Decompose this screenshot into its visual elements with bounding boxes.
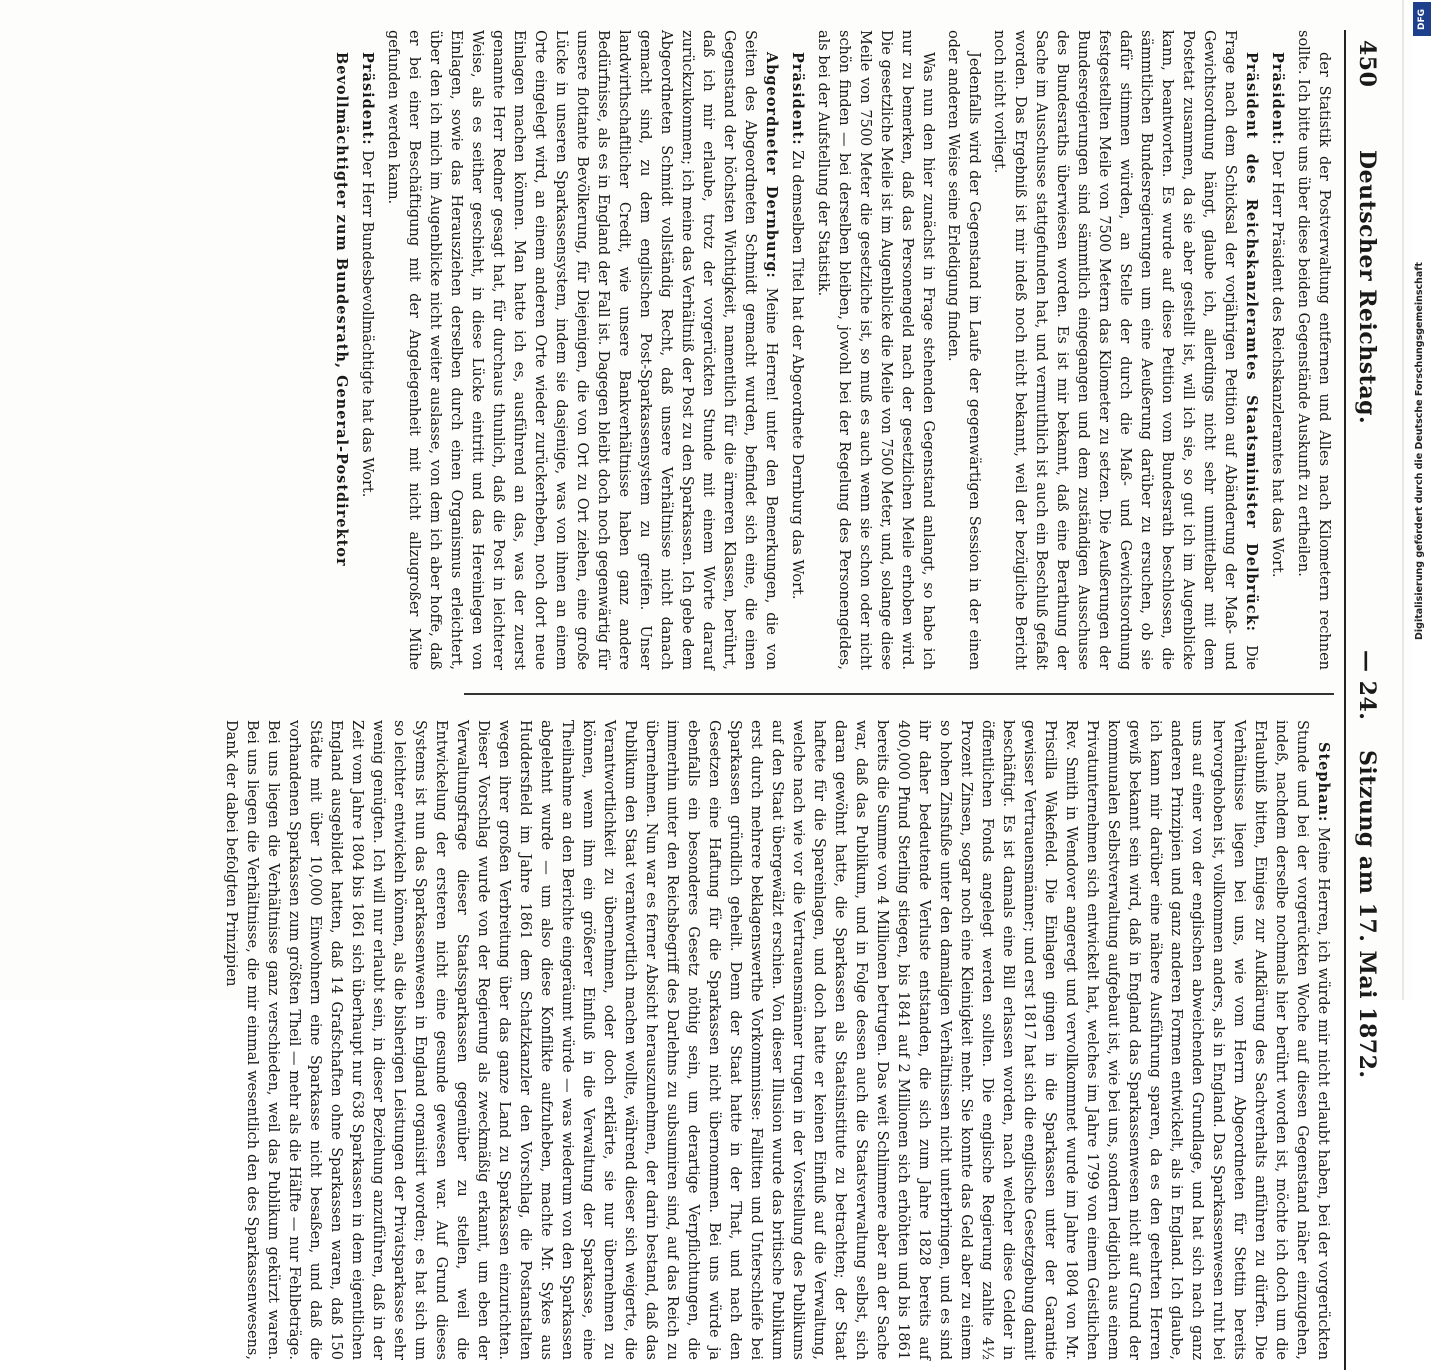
paragraph-text: Jedenfalls wird der Gegenstand im Laufe der gegenwärtigen Session in der einen oder anderen Weise seine Erledigung finden.	[945, 30, 982, 670]
column-divider	[464, 693, 1334, 695]
digitization-credit: Digitalisierung gefördert durch die Deutsche Forschungsgemeinschaft	[1414, 262, 1425, 640]
speaker-name: Abgeordneter Dernburg:	[763, 52, 780, 279]
header-session-number: — 24.	[1354, 650, 1380, 721]
paragraph	[220, 720, 1334, 1360]
paragraph	[812, 30, 938, 670]
header-left-title: Deutscher Reichstag.	[1354, 150, 1380, 425]
paragraph-text: Was nun den hier zunächst in Frage stehenden Gegenstand anlangt, so habe ich nur zu bemerken, daß das Personengeld nach der gesetzlichen Meile erhoben wird. Die gesetzliche Meile ist im Augenblicke die Meile von 7500 Meter, und, solange diese Meile von 7500 Meter die gesetzliche ist, so muß es auch wenn sie schon oder nicht schön finden — bei derselben bleiben, jowohl bei der Regelung des Personengeldes, als bei der Aufstellung der Statistik.	[815, 30, 936, 670]
speaker-name: Präsident:	[789, 52, 806, 146]
speaker-name: Stephan:	[1315, 742, 1332, 823]
paragraph	[382, 30, 782, 670]
dfg-logo: DFG	[1413, 2, 1431, 36]
paragraph	[786, 30, 808, 670]
paragraph	[1266, 30, 1288, 670]
paragraph-text: Die Frage nach dem Schicksal der vorjährigen Petition auf Abänderung der Maß- und Gewichtsordnung hängt, glaube ich, allerdings nicht sehr unmittelbar mit dem Postetat zusammen, da sie aber gestellt ist, will ich sie, so gut ich im Augenblicke kann, beantworten. Es wurde auf diese Petition vom Bundesrath beschlossen, die sämmtlichen Bundesregierungen um eine Aeußerung darüber zu ersuchen, ob sie dafür stimmen würden, an Stelle der durch die Maß- und Gewichtsordnung festgestellten Meile von 7500 Metern das Kilometer zu setzen. Die Aeußerungen der Bundesregierungen sind sämmtlich eingegangen und dem zuständigen Ausschusse des Bundesraths überwiesen worden. Es ist mir bekannt, daß eine Berathung der Sache im Ausschusse stattgefunden hat, und vermuthlich ist auch ein Beschluß gefaßt worden. Das Ergebniß ist mir indeß noch nicht bekannt, weil der bezügliche Bericht noch nicht vorliegt.	[991, 30, 1259, 670]
rotated-page-content	[46, 30, 1386, 1361]
paragraph	[942, 30, 984, 670]
header-rule	[1344, 30, 1346, 1370]
paragraph-text: Der Herr Bundesbevollmächtigte hat das Wort.	[359, 150, 375, 498]
speaker-name: Präsident des Reichskanzleramtes Staatsminister Delbrück:	[1243, 52, 1260, 633]
paragraph-text: Der Herr Präsident des Reichskanzleramtes hat das Wort.	[1269, 150, 1285, 578]
paragraph	[330, 30, 352, 670]
paragraph-text: Zu demselben Titel hat der Abgeordnete Dernburg das Wort.	[789, 150, 805, 600]
paragraph-text: Meine Herren, ich würde mir nicht erlaubt haben, bei der vorgerückten Stunde und bei der vorgerückten Woche auf diesen Gegenstand näher einzugehen, indeß, nachdem derselbe nochmals hier berührt worden ist, möchte ich doch um die Erlaubniß bitten, Einiges zur Aufklärung des Sachverhalts anführen zu dürfen. Die Verhältnisse liegen bei uns, wie vom Herrn Abgeordneten für Stettin bereits hervorgehoben ist, vollkommen anders, als in England. Das Sparkassenwesen ruht bei uns auf einer von der englischen abweichenden Grundlage, und hat sich nach ganz anderen Prinzipien und ganz anderen Formen entwickelt, als in England. Ich glaube, ich kann mir darüber eine nähere Ausführung sparen, da es den geehrten Herren gewiß bekannt sein wird, daß in England das Sparkassenwesen nicht auf Grund der kommunalen Selbstverwaltung aufgebaut ist, wie bei uns, sondern lediglich aus einem Privatunternehmen sich entwickelt hat, welches im Jahre 1799 von einem Geistlichen Rev. Smith in Wendover angeregt und vervollkommnet wurde im Jahre 1804 von Mr. Priscilla Wakefield. Die Einlagen gingen in die Sparkassen unter der Garantie gewisser Vertrauensmänner; und erst 1817 hat sich die englische Gesetzgebung damit beschäftigt. Es ist damals eine Bill erlassen worden, nach welcher diese Gelder in öffentlichen Fonds angelegt werden sollten. Die englische Regierung zahlte 4½ Prozent Zinsen, sogar noch eine Kleinigkeit mehr. Sie konnte das Geld aber zu einem so hohen Zinsfuße unter den damaligen Verhältnissen nicht unterbringen, und es sind ihr daher bedeutende Verluste entstanden, die sich zum Jahre 1828 bereits auf 400,000 Pfund Sterling stiegen, bis 1841 auf 2 Millionen sich erhöhten und bis 1861 bereits die Summe von 4 Millionen betrugen. Das weit Schlimmere aber an der Sache war, daß das Publikum, und in Folge dessen auch die Staatsverwaltung selbst, sich daran gewöhnt hatte, die Sparkassen als Staatsinstitute zu betrachten; der Staat haftete für die Spareinlagen, und doch hatte er keinen Einfluß auf die Verwaltung, welche nach wie vor die Vertrauensmänner trugen in der Vorstellung des Publikums auf den Staat übergewälzt erschien. Von dieser Illusion wurde das britische Publikum erst durch mehrere beklagenswerthe Vorkommnisse: Fallitten und Unterschleife bei Sparkassen gründlich geheilt. Denn der Staat hatte in der That, und nach den Gesetzen eine Haftung für die Sparkassen nicht übernommen. Bei uns würde ja ebenfalls ein besonderes Gesetz nöthig sein, um derartige Verpflichtungen, die immerhin unter den Reichsbegriff des Darlehns zu subsumiren sind, auf das Reich zu übernehmen. Nun war es ferner Absicht herauszunehmen, der darin bestand, daß das Publikum den Staat verantwortlich machen wollte, während dieser sich weigerte, die Verantwortlichkeit zu übernehmen, oder doch erklärte, sie nur übernehmen zu können, wenn ihm ein größerer Einfluß in die Verwaltung der Sparkasse, eine Theilnahme an den Berichte eingeräumt würde — was wiederum von den Sparkassen abgelehnt wurde — um also diese Konflikte aufzuheben, machte Mr. Sykes aus Huddersfield im Jahre 1861 dem Schatzkanzler den Vorschlag, die Postanstalten wegen ihrer großen Verbreitung über das ganze Land zu Sparkassen einzurichten. Dieser Vorschlag wurde von der Regierung als zweckmäßig erkannt, um eben der Verwaltungsfrage dieser Staatssparkassen gegenüber zu stellen, weil die Entwickelung der ersteren nicht eine gesunde gewesen war. Auf Grund dieses Systems ist nun das Sparkassenwesen in England organisirt worden; es hat sich um so leichter entwickeln können, als die bisherigen Leistungen der Privatsparkasse sehr wenig genügten. Ich will nur erlaubt sein, in dieser Beziehung anzuführen, daß in der Zeit vom Jahre 1804 bis 1861 sich überhaupt nur 638 Sparkassen in dem eigentlichen England ausgebildet hatten, daß 14 Grafschaften ohne Sparkassen waren, daß 150 Städte mit über 10,000 Einwohnern eine Sparkasse nicht besaßen, und daß die vorhandenen Sparkassen zum größten Theil — mehr als die Hälfte — nur Fehlbeträge. Bei uns liegen die Verhältnisse ganz verschieden, weil das Publikum gekürzt waren. Bei uns liegen die Verhältnisse, die mir einmal wesentlich den des Sparkassenwesens, Dank der dabei befolgten Prinzipien	[223, 720, 1331, 1361]
paragraph	[988, 30, 1262, 670]
paragraph-text: der Statistik der Postverwaltung entfernen und Alles nach Kilometern rechnen sollte. Ich bitte uns über diese beiden Gegenstände Auskunft zu ertheilen.	[1295, 30, 1332, 670]
speaker-name: Bevollmächtigter zum Bundesrath, General-Postdirektor	[333, 52, 350, 567]
speaker-name: Präsident:	[359, 52, 376, 146]
text-column-right	[223, 720, 1334, 1361]
speaker-name: Präsident:	[1269, 52, 1286, 146]
paragraph	[356, 30, 378, 670]
header-right-title: Sitzung am 17. Mai 1872.	[1354, 750, 1380, 1079]
page-number: 450	[1354, 40, 1380, 88]
text-column-left	[333, 30, 1334, 671]
paragraph	[1292, 30, 1334, 670]
paragraph-text: Meine Herren! unter den Bemerkungen, die von Seiten des Abgeordneten Schmidt gemacht wurden, befindet sich eine, die einen Gegenstand der höchsten Wichtigkeit, namentlich für die ärmeren Klassen, berührt, daß ich mir erlaube, trotz der vorgerückten Stunde mit einem Worte darauf zurückzukommen; ich meine das Verhältniß der Post zu den Sparkassen. Ich gebe dem Abgeordneten Schmidt vollständig Recht, daß unsere Verhältnisse nicht danach gemacht sind, zu dem englischen Post-Sparkassensystem zu greifen. Unser landwirthschaftlicher Credit, wie unsere Bankverhältnisse haben ganz andere Bedürfnisse, als es in England der Fall ist. Dagegen bleibt doch noch gegenwärtig für unsere flottante Bevölkerung, für Diejenigen, die von Ort zu Ort ziehen, eine große Lücke in unseren Sparkassensystem, indem sie dasjenige, was von ihnen an einem Orte eingelegt wird, an einem anderen Orte wieder zurückerheben, noch dort neue Einlagen machen können. Man hatte ich es, ausführend an das, was der zuerst genannte Herr Redner gesagt hat, für durchaus thunlich, daß die Post in leichterer Weise, als es seither geschieht, in diese Lücke eintritt und das Hereinlegen von Einlagen, sowie das Herausziehen derselben durch einen Organismus erleichtert, über den ich mich im Augenblicke nicht weiter auslasse, von dem ich aber hoffe, daß er bei einer Beschäftigung mit der Angelegenheit mit nicht allzugroßer Mühe gefunden werden kann.	[385, 30, 779, 671]
running-header	[1346, 30, 1386, 1370]
scan-edge	[1402, 0, 1404, 1000]
